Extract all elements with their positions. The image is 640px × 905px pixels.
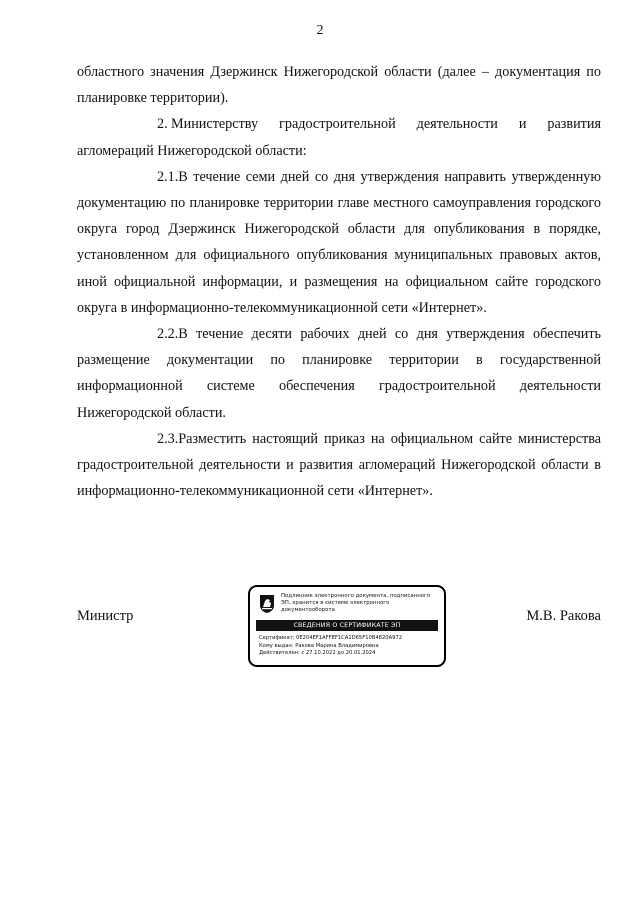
paragraph-number: 2.1. — [157, 168, 179, 185]
paragraph-number: 2.2. — [157, 326, 179, 343]
paragraph-text: областного значения Дзержинск Нижегородской области (далее – документация по планировке территории). — [77, 64, 601, 107]
stamp-header: СВЕДЕНИЯ О СЕРТИФИКАТЕ ЭП — [256, 620, 438, 631]
paragraph-text: В течение семи дней со дня утверждения направить утвержденную документацию по планировке территории главе местного самоуправления городского округа город Дзержинск Нижегородской области для опубликования в порядке, установленном для официального опубликования муниципальных правовых актов, иной официальной информации, и размещения на официальном сайте городского округа в информационно-телекоммуникационной сети «Интернет». — [77, 168, 601, 316]
signer-name: М.В. Ракова — [526, 608, 601, 624]
stamp-details — [259, 635, 439, 658]
signer-position: Министр — [77, 608, 134, 624]
certificate-number: Сертификат: 0E204EF1AFFEF1CA1D65F10B4820A972 — [259, 635, 403, 641]
stamp-notice: Подлинник электронного документа, подписанного ЭП, хранится в системе электронного документооборота — [281, 593, 431, 614]
paragraph-number: 2. — [157, 116, 168, 133]
signature-block — [77, 583, 601, 683]
certificate-validity: Действителен: с 27.10.2022 до 20.01.2024 — [259, 650, 376, 656]
document-body — [77, 59, 601, 504]
paragraph-item-2 — [77, 111, 601, 163]
coat-of-arms-icon — [259, 594, 275, 614]
paragraph-number: 2.3. — [157, 430, 179, 447]
paragraph-continuation — [77, 59, 601, 111]
certificate-owner: Кому выдан: Ракова Марина Владимировна — [259, 642, 379, 649]
paragraph-item-2-1 — [77, 164, 601, 321]
paragraph-item-2-2 — [77, 321, 601, 426]
paragraph-text: В течение десяти рабочих дней со дня утверждения обеспечить размещение документации по планировке территории в государственной информационной системе обеспечения градостроительной деятельности Нижегородской области. — [77, 326, 601, 421]
paragraph-item-2-3 — [77, 426, 601, 505]
page-number: 2 — [316, 23, 324, 38]
paragraph-text: Разместить настоящий приказ на официальном сайте министерства градостроительной деятельности и развития агломераций Нижегородской области в информационно-телекоммуникационной сети «Интернет». — [77, 430, 601, 500]
electronic-signature-stamp — [248, 585, 446, 667]
paragraph-text: Министерству градостроительной деятельности и развития агломераций Нижегородской области: — [77, 116, 601, 159]
